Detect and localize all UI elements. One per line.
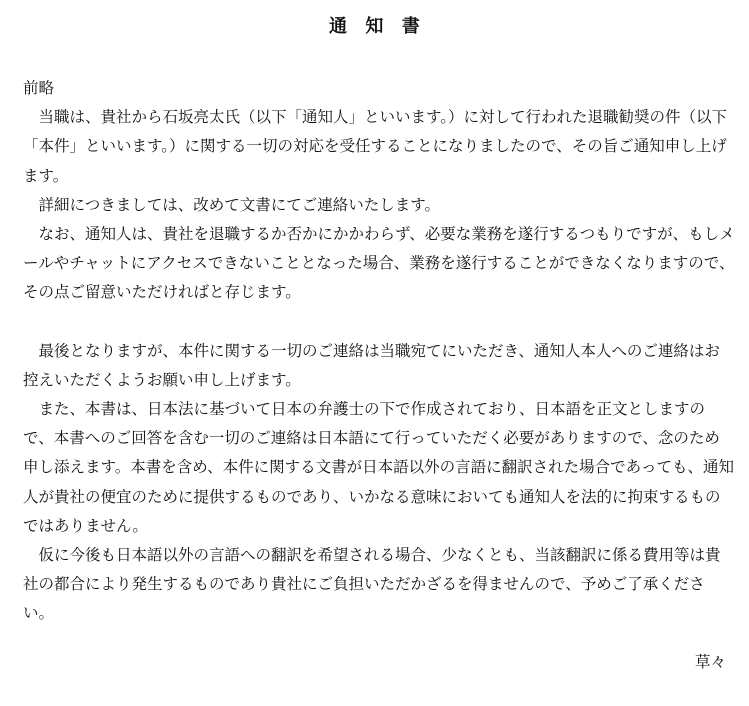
paragraph-appointment: 当職は、貴社から石坂亮太氏（以下「通知人」といいます。）に対して行われた退職勧奨の件（以下「本件」といいます。）に関する一切の対応を受任することになりましたので、その旨ご通知申し上げます。 (23, 108, 728, 185)
salutation: 前略 (23, 79, 55, 97)
document-body (23, 74, 735, 629)
paragraph-language: また、本書は、日本法に基づいて日本の弁護士の下で作成されており、日本語を正文としますので、本書へのご回答を含む一切のご連絡は日本語にて行っていただく必要がありますので、念のため申し添えます。本書を含め、本件に関する文書が日本語以外の言語に翻訳された場合であっても、通知人が貴社の便宜のために提供するものであり、いかなる意味においても通知人を法的に拘束するものではありません。 (23, 400, 734, 535)
document-title: 通 知 書 (329, 16, 420, 37)
closing-remark: 草々 (694, 653, 726, 671)
paragraph-contact-request: 最後となりますが、本件に関する一切のご連絡は当職宛てにいただき、通知人本人へのご連絡はお控えいただくようお願い申し上げます。 (23, 341, 720, 389)
paragraph-details: 詳細につきましては、改めて文書にてご連絡いたします。 (38, 195, 440, 214)
paragraph-break (23, 308, 735, 337)
paragraph-business-access: なお、通知人は、貴社を退職するか否かにかかわらず、必要な業務を遂行するつもりですが、もしメールやチャットにアクセスできないこととなった場合、業務を遂行することができなくなりますので、その点ご留意いただければと存じます。 (23, 225, 735, 302)
paragraph-translation-cost: 仮に今後も日本語以外の言語への翻訳を希望される場合、少なくとも、当該翻訳に係る費用等は貴社の都合により発生するものであり貴社にご負担いただかざるを得ませんので、予めご了承ください。 (23, 546, 721, 623)
